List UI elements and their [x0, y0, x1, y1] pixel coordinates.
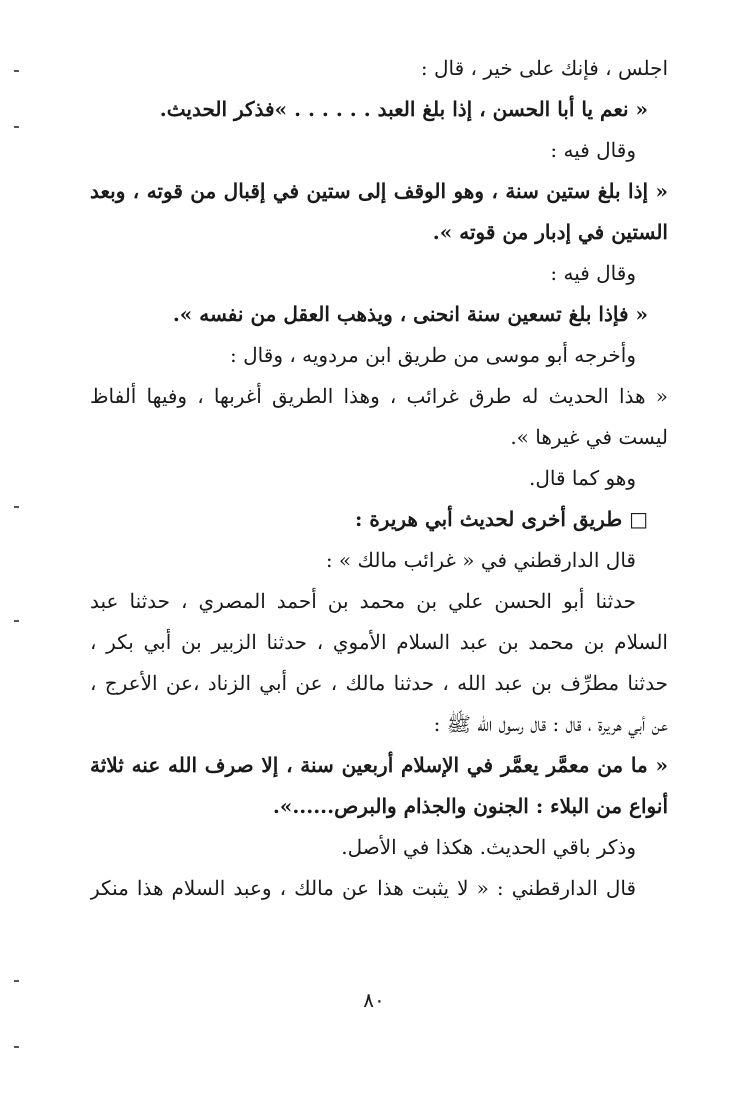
text-line-13: قال الدارقطني في « غرائب مالك » :	[325, 548, 636, 572]
text-line-16: حدثنا مطرِّف بن عبد الله ، حدثنا مالك ، عن أبي الزناد ،عن الأعرج ،	[90, 671, 668, 695]
body-text	[90, 48, 668, 909]
text-line-2: « نعم يا أبا الحسن ، إذا بلغ العبد . . . . . . »فذكر الحديث.	[159, 97, 648, 121]
text-line-10: ليست في غيرها ».	[510, 425, 668, 449]
text-line-17: عن أبي هريرة ، قال : قال رسول الله ﷺ :	[433, 712, 668, 736]
scan-mark	[14, 506, 19, 508]
text-line-9: « هذا الحديث له طرق غرائب ، وهذا الطريق أغربها ، وفيها ألفاظ	[90, 384, 668, 408]
text-line-3: وقال فيه :	[550, 138, 636, 162]
scan-mark	[14, 70, 19, 72]
text-line-19: أنواع من البلاء : الجنون والجذام والبرص......».	[272, 794, 668, 818]
text-line-21: قال الدارقطني : « لا يثبت هذا عن مالك ، وعبد السلام هذا منكر	[90, 876, 636, 900]
text-line-11: وهو كما قال.	[529, 466, 636, 490]
text-line-18: « ما من معمَّر يعمَّر في الإسلام أربعين سنة ، إلا صرف الله عنه ثلاثة	[90, 753, 668, 777]
text-line-1: اجلس ، فإنك على خير ، قال :	[420, 56, 668, 80]
page-number: ٨٠	[363, 988, 385, 1012]
text-line-15: السلام بن محمد بن عبد السلام الأموي ، حدثنا الزبير بن أبي بكر ،	[90, 630, 668, 654]
scan-mark	[14, 980, 19, 982]
text-line-5: الستين في إدبار من قوته ».	[432, 220, 668, 244]
text-line-4: « إذا بلغ ستين سنة ، وهو الوقف إلى ستين في إقبال من قوته ، وبعد	[90, 179, 668, 203]
text-line-20: وذكر باقي الحديث. هكذا في الأصل.	[341, 835, 636, 859]
scan-mark	[14, 126, 19, 128]
scan-mark	[14, 620, 19, 622]
text-line-14: حدثنا أبو الحسن علي بن محمد بن أحمد المصري ، حدثنا عبد	[90, 589, 636, 613]
scan-mark	[14, 1046, 19, 1048]
text-line-7: « فإذا بلغ تسعين سنة انحنى ، ويذهب العقل من نفسه ».	[172, 302, 648, 326]
text-line-6: وقال فيه :	[550, 261, 636, 285]
text-line-8: وأخرجه أبو موسى من طريق ابن مردويه ، وقال :	[230, 343, 636, 367]
section-heading: □ طريق أخرى لحديث أبي هريرة :	[354, 507, 648, 531]
